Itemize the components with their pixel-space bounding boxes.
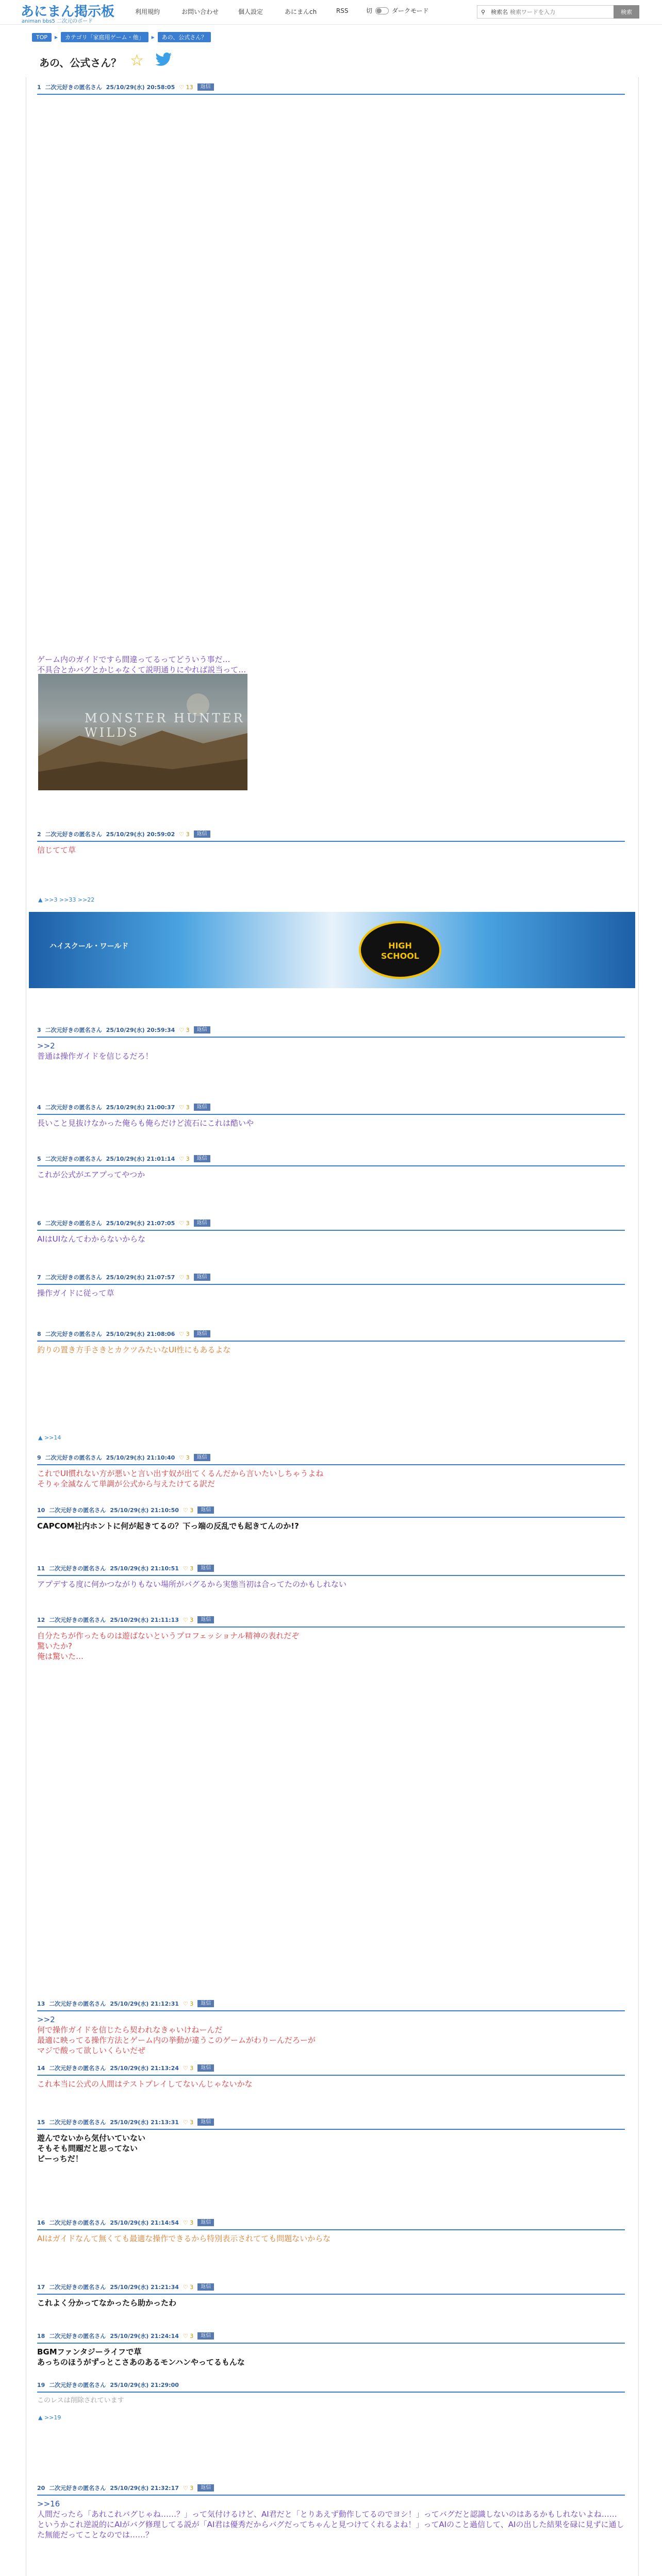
like-button[interactable] [183,2119,193,2126]
heart-icon: ♡ [179,1330,186,1337]
like-button[interactable] [183,2485,193,2492]
post-divider [37,2129,625,2130]
post-header [37,829,625,839]
heart-icon: ♡ [183,1565,190,1572]
post-body [37,2079,625,2089]
post-header [37,2380,625,2389]
post-14 [37,2063,625,2089]
heart-icon: ♡ [179,1026,186,1033]
poster-name: 二次元好きの匿名さん [49,2001,106,2007]
like-count: 3 [190,1565,194,1572]
post-5 [37,1154,625,1180]
banner-text: ハイスクール・ワールド [49,942,129,951]
like-count: 3 [186,1219,190,1227]
post-divider [37,1626,625,1628]
like-button[interactable] [183,2333,193,2340]
post-divider [37,1284,625,1285]
post-header [37,1564,625,1573]
nav-settings-link[interactable]: 個人設定 [238,8,263,15]
like-count: 3 [190,2000,194,2007]
post-6 [37,1218,625,1244]
post-header [37,2331,625,2341]
poster-name: 二次元好きの匿名さん [45,1220,102,1227]
like-count: 13 [186,83,193,91]
dark-mode-switch[interactable] [366,6,429,15]
heart-icon: ♡ [183,2484,190,2492]
post-date: 25/10/29(水) 21:21:34 [110,2284,179,2291]
post-header [37,1154,625,1163]
post-date: 25/10/29(水) 21:13:31 [110,2119,179,2126]
post-number[interactable]: 15 [37,2119,45,2126]
post-header [37,1453,625,1462]
post-date: 25/10/29(水) 21:14:54 [110,2219,179,2226]
post-number[interactable]: 14 [37,2064,45,2072]
post-divider [37,1575,625,1576]
post-text-line: AIはUIなんてわからないからな [37,1234,146,1244]
poster-name: 二次元好きの匿名さん [49,2065,106,2072]
reply-button[interactable]: 返信 [194,1330,210,1337]
post-1 [37,82,625,675]
post-body [37,1234,625,1244]
heart-icon: ♡ [179,1104,186,1111]
post-number[interactable]: 13 [37,2000,45,2007]
like-count: 3 [186,1454,190,1461]
breadcrumb-category[interactable]: カテゴリ「家庭用ゲーム・他」 [61,32,148,42]
poster-name: 二次元好きの匿名さん [49,2284,106,2291]
post-body [37,1118,625,1128]
search-button[interactable]: 検索 [614,5,639,19]
post-text-line: これよく分かってなかったら助かったわ [37,2298,177,2308]
poster-name: 二次元好きの匿名さん [49,2119,106,2126]
heart-icon: ♡ [183,2332,190,2340]
post-divider [37,1230,625,1231]
poster-name: 二次元好きの匿名さん [45,1454,102,1461]
post-body [37,2298,625,2308]
reply-button[interactable]: 返信 [194,831,210,838]
post-number[interactable]: 4 [37,1104,41,1111]
poster-name: 二次元好きの匿名さん [49,1565,106,1572]
heart-icon: ♡ [183,2283,190,2291]
like-count: 3 [190,2219,194,2226]
like-button[interactable] [179,1156,189,1162]
dark-mode-toggle[interactable] [375,7,389,14]
post-text-line[interactable]: >>2 [37,2015,55,2024]
post-date: 25/10/29(水) 21:07:57 [106,1274,175,1281]
poster-name: 二次元好きの匿名さん [45,831,102,838]
post-body [37,1345,625,1355]
like-button[interactable] [179,84,193,91]
post-body [37,1521,625,1531]
post-date: 25/10/29(水) 21:07:05 [106,1220,175,1227]
post-body [37,2133,625,2164]
post-text-line: 自分たちが作ったものは遊ばないというプロフェッショナル精神の表れだぞ [37,1631,300,1640]
post-header [37,2063,625,2073]
twitter-bird-icon[interactable] [155,53,172,66]
post-divider [37,2495,625,2496]
post-text-line: 不具合とかバグとかじゃなくて説明通りにやれば説当って… [37,665,246,674]
post-header [37,2282,625,2292]
dark-mode-label: ダークモード [392,7,429,14]
heart-icon: ♡ [183,1506,190,1514]
post-2 [37,829,625,855]
post-text-line: AIはガイドなんて無くても最適な操作できるから特別表示されてても問題ないからな [37,2234,331,2243]
nav-contact-link[interactable]: お問い合わせ [181,8,219,15]
poster-name: 二次元好きの匿名さん [49,2333,106,2340]
post-text-line: 遊んでないから気付いていない [37,2133,146,2143]
like-button[interactable] [179,1454,189,1461]
breadcrumb-thread[interactable]: あの、公式さん？ [158,32,211,42]
image-caption: MONSTER HUNTER WILDS [85,711,245,740]
reply-button[interactable]: 返信 [194,1454,210,1461]
reply-links-text[interactable]: ▲ >>19 [38,2414,61,2421]
post-number[interactable]: 20 [37,2484,45,2492]
post-header [37,2218,625,2227]
like-button[interactable] [183,2001,193,2007]
post-text-line: 何で操作ガイドを信じたら契われなきゃいけねーんだ [37,2025,223,2035]
star-icon[interactable]: ☆ [130,52,144,70]
dark-mode-prefix: 切 [366,7,373,14]
reply-button[interactable]: 返信 [197,1616,214,1623]
poster-name: 二次元好きの匿名さん [49,2485,106,2492]
post-header [37,82,625,92]
post-body [37,2396,625,2406]
reply-button[interactable]: 返信 [197,1506,214,1514]
search-icon: ⚲ [481,8,486,15]
reply-links-post-8[interactable] [38,1434,61,1441]
post-number[interactable]: 17 [37,2283,45,2291]
post-text-line: CAPCOM社内ホントに何が起きてるの？下っ端の反乱でも起きてんのか!? [37,1521,299,1531]
breadcrumb [32,32,211,42]
post-9 [37,1453,625,1489]
nav-rss-link[interactable]: RSS [336,7,349,14]
post-text-line[interactable]: >>16 [37,2499,60,2509]
post-text-line: というかこれ逆説的にAIがバグ修理してる説が「AI君は優秀だからバグだってちゃんと見つけてくれるよね！」ってAIのこと過信して、AIの出した結果を碌に見ずに通した無能だってことなのでは……？ [37,2520,624,2539]
post-divider [37,2343,625,2344]
post-4 [37,1103,625,1128]
reply-button[interactable]: 返信 [197,2484,214,2492]
post-19 [37,2380,625,2406]
post-number[interactable]: 6 [37,1219,41,1227]
post-text-line[interactable]: >>2 [37,1041,55,1050]
post-date: 25/10/29(水) 21:08:06 [106,1331,175,1337]
like-count: 3 [186,1155,190,1162]
post-number[interactable]: 9 [37,1454,41,1461]
reply-button[interactable]: 返信 [197,83,214,91]
post-11 [37,1564,625,1589]
like-count: 3 [186,1104,190,1111]
post-divider [37,1037,625,1038]
post-text-line: 長いこと見抜けなかった俺らも俺らだけど流石にこれは酷いや [37,1118,254,1128]
post-header [37,2117,625,2127]
heart-icon: ♡ [179,1454,186,1461]
like-button[interactable] [179,1027,189,1033]
heart-icon: ♡ [183,2000,190,2007]
post-body [37,654,625,675]
post-date: 25/10/29(水) 21:12:31 [110,2001,179,2007]
poster-name: 二次元好きの匿名さん [49,2219,106,2226]
post-text-line: 操作ガイドに従って草 [37,1289,114,1298]
post-body [37,2499,625,2540]
post-body [37,1631,625,1662]
post-date: 25/10/29(水) 20:58:05 [106,84,175,91]
like-button[interactable] [183,1507,193,1514]
post-divider [37,1114,625,1115]
like-button[interactable] [183,1617,193,1623]
post-number[interactable]: 16 [37,2219,45,2226]
reply-button[interactable]: 返信 [197,1565,214,1572]
post-text-line: そりゃ全滅なんて単調が公式から与えたけてる訳だ [37,1479,216,1488]
poster-name: 二次元好きの匿名さん [45,1274,102,1281]
like-button[interactable] [183,2284,193,2291]
post-divider [37,1341,625,1342]
post-number[interactable]: 5 [37,1155,41,1162]
like-count: 3 [190,1506,194,1514]
post-body [37,1288,625,1298]
post-date: 25/10/29(水) 20:59:34 [106,1027,175,1033]
post-18 [37,2331,625,2367]
heart-icon: ♡ [183,2064,190,2072]
page-title: あの、公式さん？ [39,57,122,69]
reply-links-post-2[interactable] [38,896,94,903]
post-text-line: アプデする度に何かつながりもない場所がバグるから実態当初は合ってたのかもしれない [37,1580,347,1589]
heart-icon: ♡ [179,1274,186,1281]
reply-links-text[interactable]: ▲ >>14 [38,1434,61,1441]
poster-name: 二次元好きの匿名さん [49,1617,106,1623]
post-number[interactable]: 11 [37,1565,45,1572]
reply-button[interactable]: 返信 [194,1155,210,1162]
ad-banner[interactable] [29,912,635,988]
post-divider [37,841,625,842]
reply-button[interactable]: 返信 [194,1274,210,1281]
post-divider [37,2294,625,2295]
post-text-line: あっちのほうがずっとこさあのあるモンハンやってるもんな [37,2358,245,2367]
post-text-line: 人間だったら「あれこれバグじゃね……？」って気付けるけど、AI君だと「とりあえず動作してるのでヨシ！」ってバグだと認識しないのはあるかもしれないよね…… [37,2510,617,2519]
poster-name: 二次元好きの匿名さん [45,84,102,91]
post-body [37,845,625,855]
post-divider [37,2075,625,2076]
post-text-line: これが公式がエアプってやつか [37,1170,145,1179]
reply-button[interactable]: 返信 [197,2119,214,2126]
post-date: 25/10/29(水) 21:29:00 [110,2382,179,2388]
poster-name: 二次元好きの匿名さん [45,1156,102,1162]
post-divider [37,1165,625,1166]
reply-button[interactable]: 返信 [194,1104,210,1111]
heart-icon: ♡ [179,83,186,91]
post-20 [37,2483,625,2540]
post-text-line: 信じてて草 [37,845,76,855]
reply-button[interactable]: 返信 [197,2332,214,2340]
post-header [37,1103,625,1112]
reply-links-post-16[interactable] [38,2414,61,2421]
like-count: 3 [186,831,190,838]
poster-name: 二次元好きの匿名さん [45,1331,102,1337]
post-header [37,1329,625,1338]
post-text-line: このレスは削除されています [37,2397,124,2404]
post-date: 25/10/29(水) 21:11:13 [110,1617,179,1623]
post-12 [37,1615,625,1662]
post-body [37,2014,625,2056]
site-logo[interactable]: あにまん掲示板 [21,4,115,20]
poster-name: 二次元好きの匿名さん [45,1104,102,1111]
heart-icon: ♡ [179,1219,186,1227]
post-text-line: 釣りの置き方手さきとカクツみたいなUI性にもあるよな [37,1345,231,1354]
post-divider [37,94,625,95]
post-16 [37,2218,625,2244]
breadcrumb-top[interactable]: TOP [32,33,52,42]
nav-animanch-link[interactable]: あにまんch [285,8,317,15]
reply-button[interactable]: 返信 [197,2064,214,2072]
post-text-line: そもそも問題だと思ってない [37,2144,138,2153]
like-count: 3 [186,1026,190,1033]
post-body [37,1170,625,1180]
poster-name: 二次元好きの匿名さん [49,1507,106,1514]
post-header [37,2483,625,2493]
post-divider [37,2229,625,2230]
like-count: 3 [190,2484,194,2492]
post-date: 25/10/29(水) 21:10:50 [110,1507,179,1514]
like-count: 3 [186,1274,190,1281]
post-date: 25/10/29(水) 21:01:14 [106,1156,175,1162]
post-text-line: 俺は驚いた… [37,1652,84,1661]
heart-icon: ♡ [179,831,186,838]
reply-button[interactable]: 返信 [197,2000,214,2007]
post-header [37,1999,625,2008]
post-date: 25/10/29(水) 21:24:14 [110,2333,179,2340]
post-divider [37,2392,625,2393]
poster-name: 二次元好きの匿名さん [45,1027,102,1033]
post-date: 25/10/29(水) 21:32:17 [110,2485,179,2492]
post-divider [37,1517,625,1518]
post-7 [37,1273,625,1298]
post-text-line: ゲーム内のガイドですら間違ってるってどういう事だ… [37,655,230,664]
like-count: 3 [190,2283,194,2291]
post-body [37,2347,625,2367]
post-number[interactable]: 3 [37,1026,41,1033]
post-text-line: これでUI慣れない方が悪いと言い出す奴が出てくるんだから言いたいしちゃうよね [37,1469,324,1478]
post-body [37,1468,625,1489]
post-image-monster-hunter[interactable] [38,674,247,790]
post-text-line: これ本当に公式の人間はテストプレイしてないんじゃないかな [37,2079,253,2089]
post-17 [37,2282,625,2308]
reply-button[interactable]: 返信 [197,2219,214,2226]
reply-links-text[interactable]: ▲ >>3 >>33 >>22 [38,896,95,903]
like-button[interactable] [179,1220,189,1227]
site-logo-subtitle: animan bbs5 二次元のボード [22,19,93,24]
post-number[interactable]: 18 [37,2332,45,2340]
post-text-line: BGMファンタジーライフで草 [37,2347,142,2357]
post-number[interactable]: 1 [37,83,41,91]
like-count: 3 [190,2332,194,2340]
like-button[interactable] [179,1104,189,1111]
post-header [37,1615,625,1624]
like-count: 3 [190,2064,194,2072]
post-8 [37,1329,625,1355]
post-divider [37,1464,625,1465]
heart-icon: ♡ [183,2119,190,2126]
like-count: 3 [190,1616,194,1623]
post-text-line: 驚いたか? [37,1641,72,1651]
content-border-right [638,77,639,2576]
like-button[interactable] [179,1274,189,1281]
post-header [37,1218,625,1228]
search-mode-select[interactable]: 検索名 [491,9,508,15]
post-3 [37,1025,625,1061]
post-date: 25/10/29(水) 20:59:02 [106,831,175,838]
post-text-line: ビーっちだ！ [37,2154,83,2163]
breadcrumb-separator: ▸ [151,33,155,41]
search-box [477,5,637,19]
post-number[interactable]: 19 [37,2381,45,2388]
like-button[interactable] [183,2065,193,2072]
post-date: 25/10/29(水) 21:10:51 [110,1565,179,1572]
post-text-line: 普通は操作ガイドを信じるだろ！ [37,1052,153,1061]
top-bar [0,0,662,25]
like-button[interactable] [179,831,189,838]
poster-name: 二次元好きの匿名さん [49,2382,106,2388]
post-body [37,1041,625,1061]
reply-button[interactable]: 返信 [197,2283,214,2291]
post-header [37,1273,625,1282]
post-number[interactable]: 12 [37,1616,45,1623]
like-count: 3 [190,2119,194,2126]
post-15 [37,2117,625,2164]
post-number[interactable]: 10 [37,1506,45,1514]
post-date: 25/10/29(水) 21:10:40 [106,1454,175,1461]
heart-icon: ♡ [183,1616,190,1623]
post-number[interactable]: 8 [37,1330,41,1337]
heart-icon: ♡ [179,1155,186,1162]
nav-terms-link[interactable]: 利用規約 [135,8,160,15]
post-number[interactable]: 7 [37,1274,41,1281]
like-button[interactable] [183,1565,193,1572]
breadcrumb-separator: ▸ [55,33,58,41]
heart-icon: ♡ [183,2219,190,2226]
post-text-line: マジで酸って欲しいくらいだぜ [37,2046,146,2055]
post-text-line: 最適に映ってる操作方法とゲーム内の挙動が違うこのゲームがわりーんだろーが [37,2036,316,2045]
banner-logo: HIGH SCHOOL [359,921,441,979]
post-date: 25/10/29(水) 21:00:37 [106,1104,175,1111]
post-header [37,1505,625,1515]
post-body [37,1579,625,1589]
post-number[interactable]: 2 [37,831,41,838]
post-body [37,2233,625,2244]
post-10 [37,1505,625,1531]
reply-button[interactable]: 返信 [194,1219,210,1227]
like-button[interactable] [183,2219,193,2226]
reply-button[interactable]: 返信 [194,1026,210,1033]
post-13 [37,1999,625,2056]
post-date: 25/10/29(水) 21:13:24 [110,2065,179,2072]
like-count: 3 [186,1330,190,1337]
post-header [37,1025,625,1035]
like-button[interactable] [179,1331,189,1337]
post-divider [37,2010,625,2011]
